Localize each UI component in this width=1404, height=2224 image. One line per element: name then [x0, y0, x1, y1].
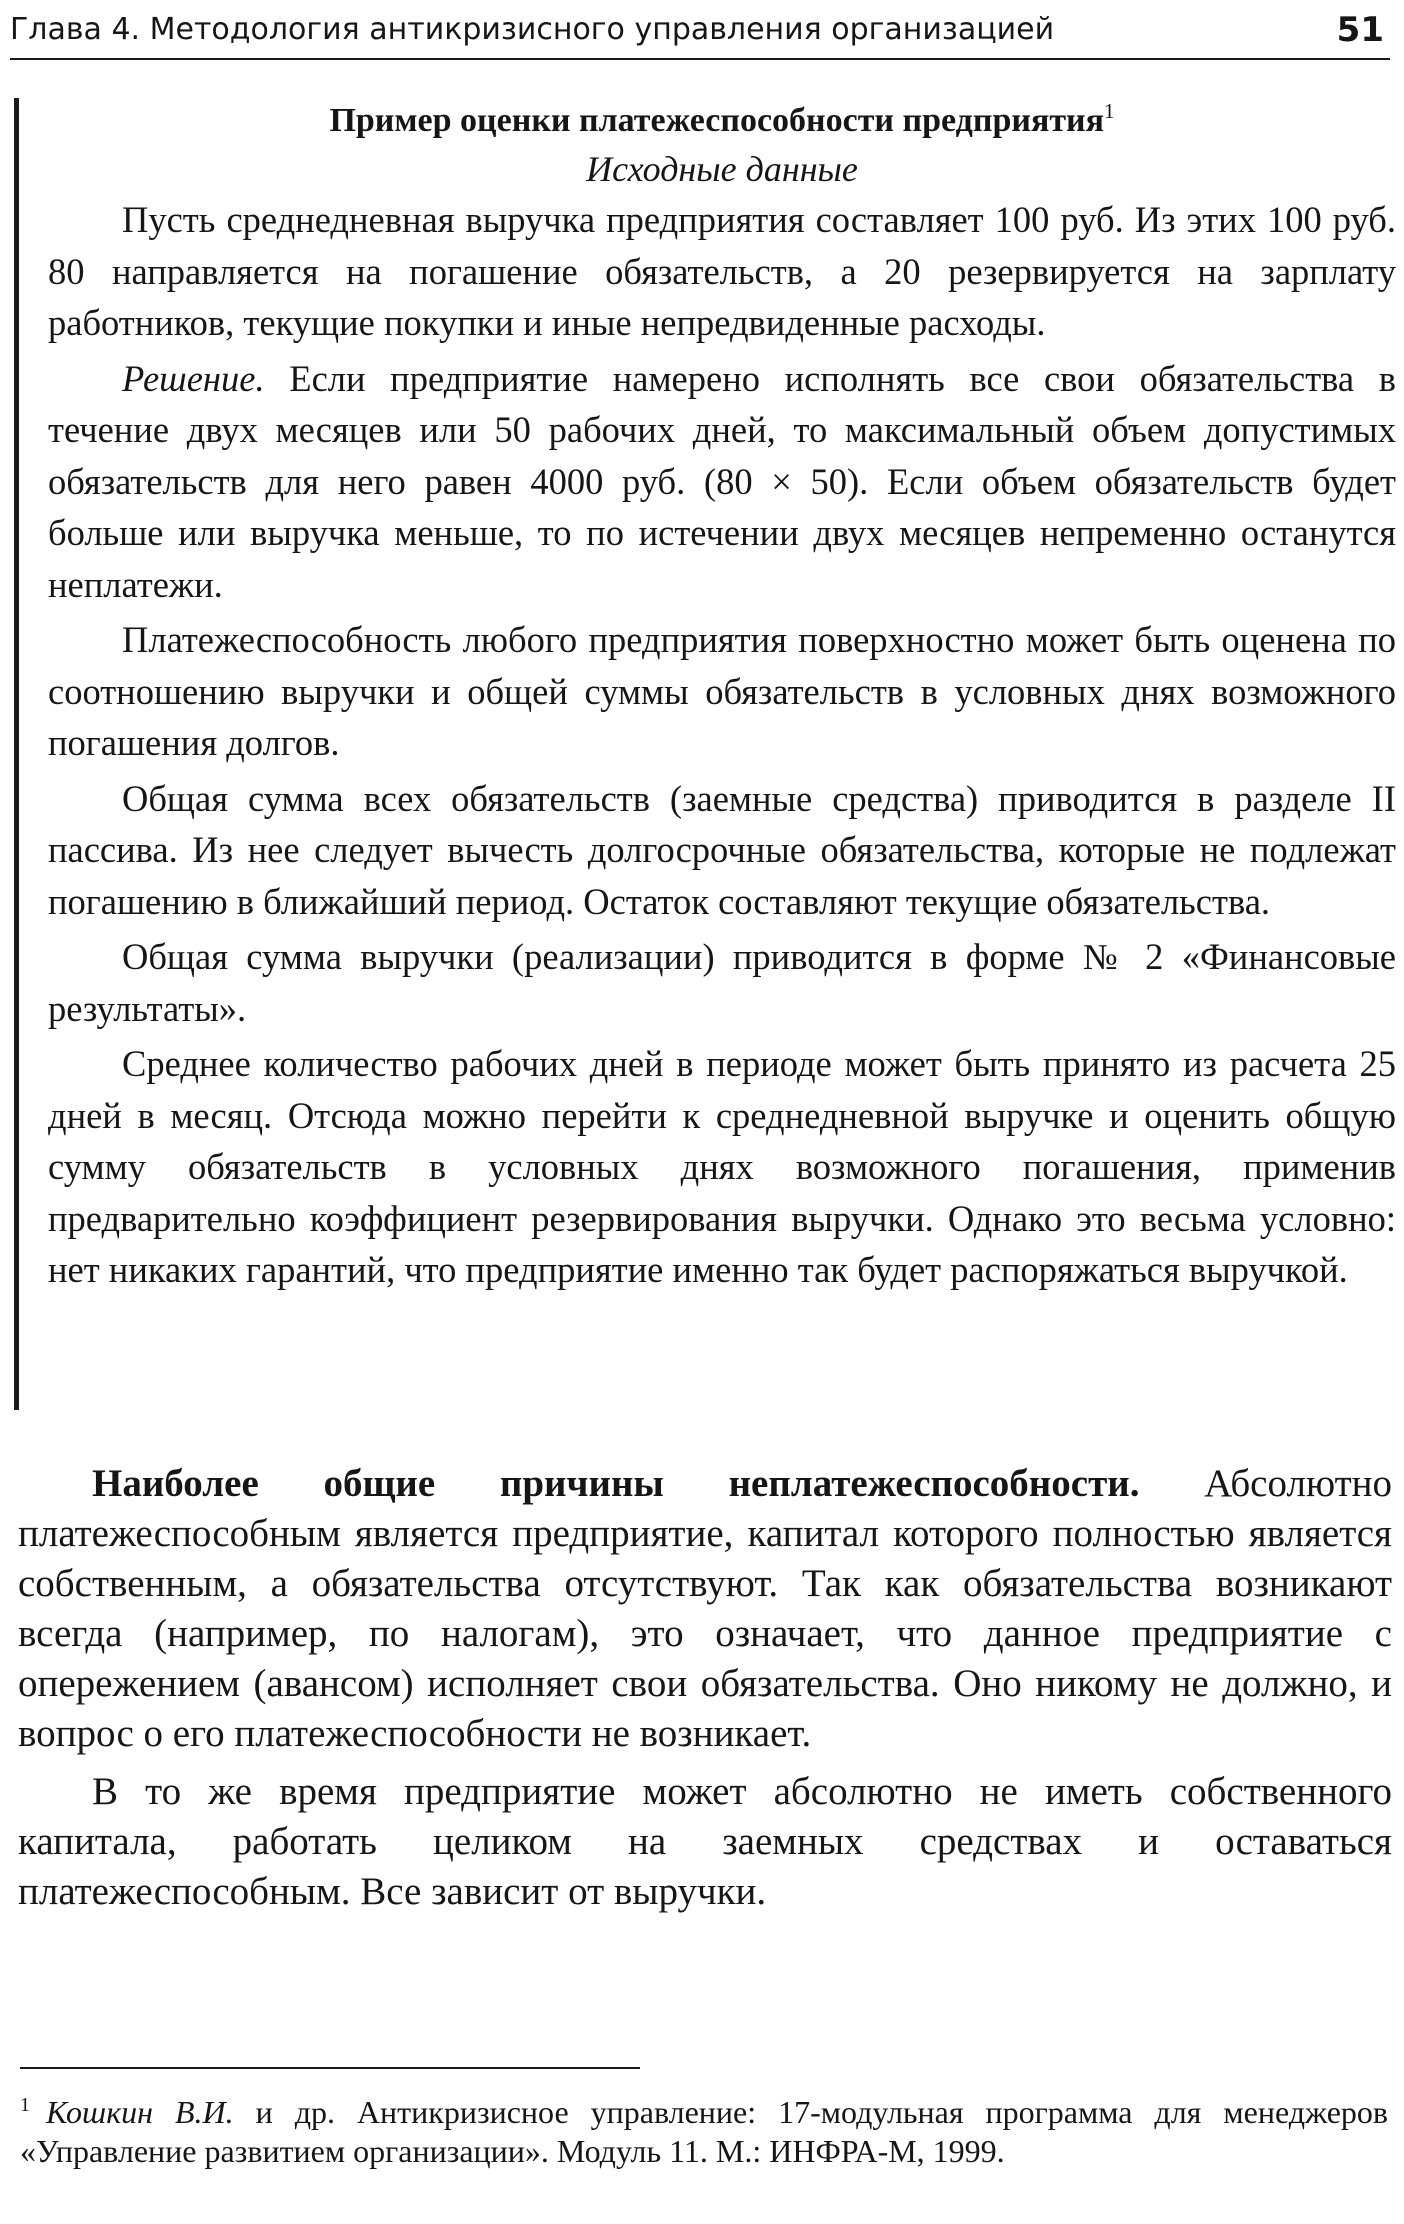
main-paragraph-1-text: Абсолютно платежеспособным является предприятие, капитал которого полностью является собственным, а обязательства отсутствуют. Так как обязательства возникают всегда (например, по налогам), это означает, что данное предприятие с опережением (авансом) исполняет свои обязательства. Оно никому не должно, и вопрос о его платежеспособности не возникает. — [18, 1462, 1392, 1755]
running-header — [10, 4, 1390, 60]
footnote-mark: 1 — [20, 2094, 30, 2116]
example-title — [48, 98, 1396, 144]
main-text — [18, 1459, 1392, 1917]
example-paragraph-6: Среднее количество рабочих дней в периоде может быть принято из расчета 25 дней в месяц. Отсюда можно перейти к среднедневной выручке и оценить общую сумму обязательств в условных днях возможного погашения, применив предварительно коэффициент резервирования выручки. Однако это весьма условно: нет никаких гарантий, что предприятие именно так будет распоряжаться выручкой. — [48, 1043, 1396, 1290]
example-box — [14, 98, 1396, 1410]
example-content — [48, 98, 1396, 1296]
page-number: 51 — [1336, 10, 1384, 50]
example-paragraph-5: Общая сумма выручки (реализации) приводится в форме № 2 «Финансовые результаты». — [48, 936, 1396, 1029]
solution-text: Если предприятие намерено исполнять все свои обязательства в течение двух месяцев или 50 рабочих дней, то максимальный объем допустимых обязательств для него равен 4000 руб. (80 × 50). Если объем обязательств будет больше или выручка меньше, то по истечении двух месяцев непременно останутся неплатежи. — [48, 357, 1396, 605]
chapter-title: Глава 4. Методология антикризисного управления организацией — [10, 12, 1055, 47]
example-title-text: Пример оценки платежеспособности предприятия — [329, 102, 1105, 139]
main-paragraph-1 — [18, 1459, 1392, 1759]
footnote-text: и др. Антикризисное управление: 17-модульная программа для менеджеров «Управление развитием организации». Модуль 11. М.: ИНФРА-М, 1999. — [20, 2094, 1389, 2169]
main-paragraph-2: В то же время предприятие может абсолютно не иметь собственного капитала, работать целиком на заемных средствах и оставаться платежеспособным. Все зависит от выручки. — [18, 1770, 1392, 1913]
example-paragraph-4: Общая сумма всех обязательств (заемные средства) приводится в разделе II пассива. Из нее следует вычесть долгосрочные обязательства, которые не подлежат погашению в ближайший период. Остаток составляют текущие обязательства. — [48, 777, 1396, 922]
section-heading: Наиболее общие причины неплатежеспособности. — [92, 1462, 1140, 1505]
footnote-author: Кошкин В.И. — [46, 2094, 234, 2130]
example-paragraph-1: Пусть среднедневная выручка предприятия составляет 100 руб. Из этих 100 руб. 80 направляется на погашение обязательств, а 20 резервируется на зарплату работников, текущие покупки и иные непредвиденные расходы. — [48, 199, 1396, 343]
example-side-rule — [14, 98, 19, 1410]
example-paragraph-2 — [48, 353, 1396, 611]
solution-lead: Решение. — [122, 357, 265, 399]
footnote-reference: 1 — [1104, 99, 1115, 123]
footnote — [20, 2093, 1388, 2171]
example-paragraph-3: Платежеспособность любого предприятия поверхностно может быть оценена по соотношению выручки и общей суммы обязательств в условных днях возможного погашения долгов. — [48, 619, 1396, 763]
example-subtitle: Исходные данные — [586, 149, 858, 189]
footnote-divider — [20, 2067, 640, 2069]
